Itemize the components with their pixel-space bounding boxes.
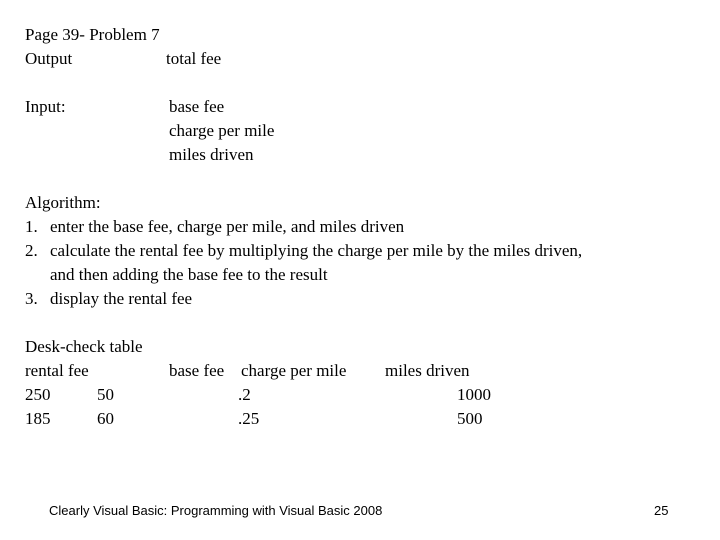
desk-check-heading: Desk-check table (25, 337, 143, 356)
page-number: 25 (654, 503, 669, 518)
algorithm-heading: Algorithm: (25, 193, 101, 212)
footer-text: Clearly Visual Basic: Programming with Visual Basic 2008 (49, 503, 383, 518)
input-label: Input: (25, 97, 66, 116)
step-text: display the rental fee (50, 289, 193, 308)
input-item: charge per mile (169, 121, 275, 140)
step-number: 1. (25, 217, 38, 236)
desk-check-cell: .25 (238, 409, 260, 428)
desk-check-cell: 185 (25, 409, 51, 428)
input-item: base fee (169, 97, 225, 116)
desk-check-column-header: charge per mile (241, 361, 347, 380)
desk-check-column-header: base fee (169, 361, 225, 380)
desk-check-cell: 500 (457, 409, 483, 428)
step-text: enter the base fee, charge per mile, and miles driven (50, 217, 405, 236)
desk-check-column-header: miles driven (385, 361, 470, 380)
desk-check-cell: 50 (97, 385, 114, 404)
desk-check-column-header: rental fee (25, 361, 89, 380)
output-value: total fee (166, 49, 222, 68)
output-label: Output (25, 49, 73, 68)
input-item: miles driven (169, 145, 254, 164)
step-text: calculate the rental fee by multiplying the charge per mile by the miles driven, (50, 241, 583, 260)
desk-check-cell: 250 (25, 385, 51, 404)
desk-check-cell: 60 (97, 409, 114, 428)
step-text-continued: and then adding the base fee to the result (50, 265, 328, 284)
step-number: 3. (25, 289, 38, 308)
desk-check-cell: .2 (238, 385, 251, 404)
step-number: 2. (25, 241, 38, 260)
slide-title: Page 39- Problem 7 (25, 25, 160, 44)
desk-check-cell: 1000 (457, 385, 491, 404)
